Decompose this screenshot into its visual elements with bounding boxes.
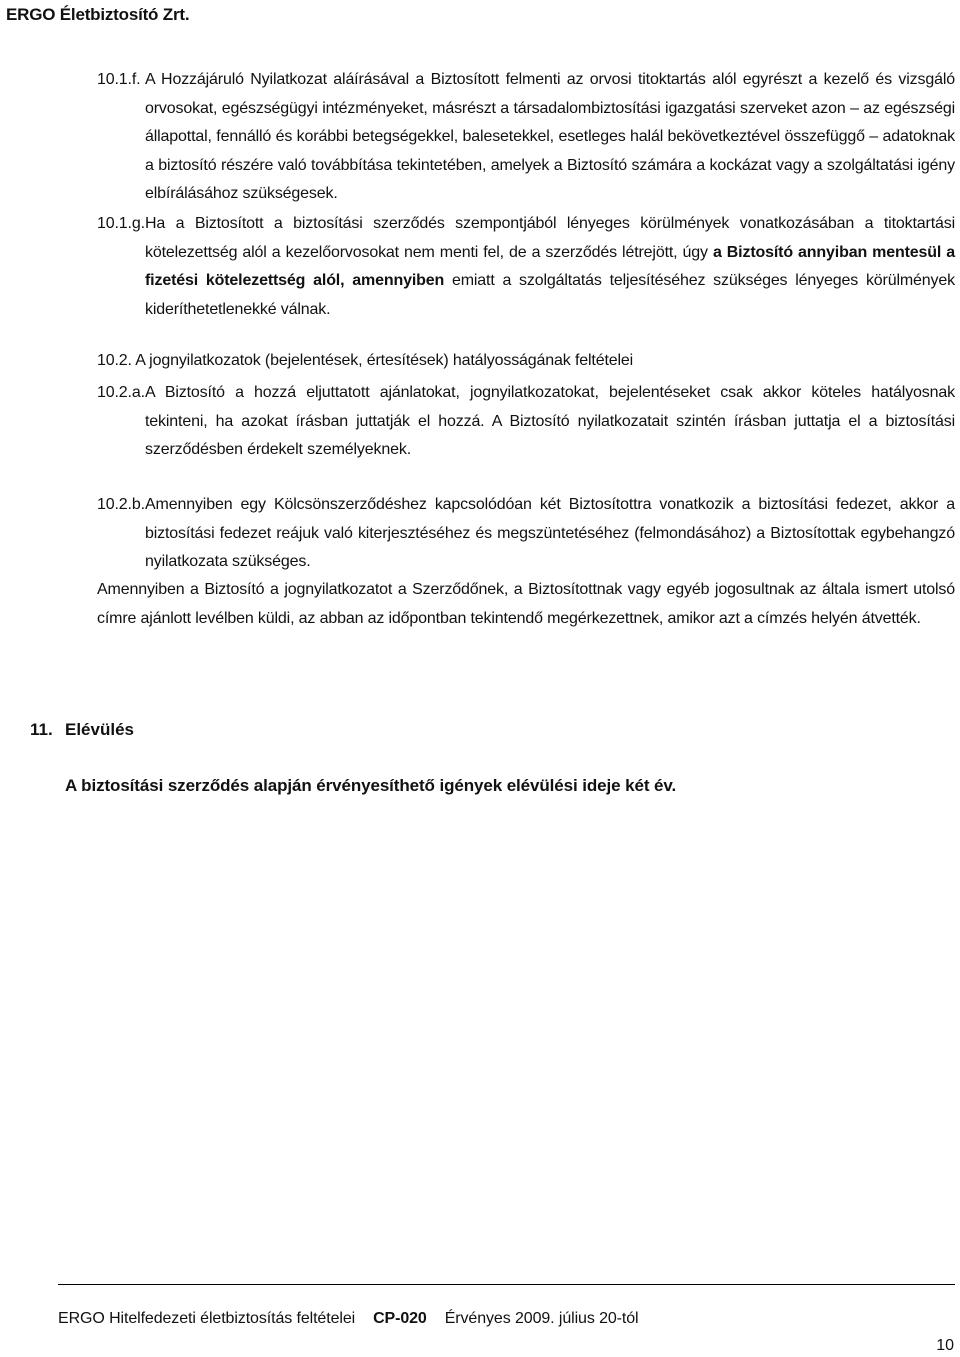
clause-10-1-g: [97, 210, 955, 324]
section-10-2-title: 10.2. A jognyilatkozatok (bejelentések, értesítések) hatályosságának feltételei: [97, 352, 634, 369]
footer: [58, 1310, 639, 1328]
clause-text: Ha a Biztosított a biztosítási szerződés szempontjából lényeges körülmények vonatkozásában a titoktartási kötelezettség alól a kezelőorvosokat nem menti fel, de a szerződés létrejött, úgy: [145, 215, 955, 261]
footer-code: CP-020: [373, 1310, 427, 1327]
clause-text-end: emiatt a szolgáltatás teljesítéséhez szükséges lényeges körülmények kideríthetetlenekké válnak.: [145, 272, 955, 318]
section-11-statement: A biztosítási szerződés alapján érvényesíthető igények elévülési ideje két év.: [65, 776, 677, 795]
footer-divider: [58, 1284, 955, 1285]
clause-label: 10.2.b.: [97, 496, 145, 513]
clause-10-1-f: [97, 66, 955, 209]
clause-10-2-b: [97, 491, 955, 577]
clause-label: 10.2.a.: [97, 384, 145, 401]
clause-label: 10.1.f.: [97, 71, 141, 88]
clause-text: A Hozzájáruló Nyilatkozat aláírásával a Biztosított felmenti az orvosi titoktartás alól egyrészt a kezelő és vizsgáló orvosokat, egészségügyi intézményeket, másrészt a társadalombiztosítási igazgatási szerveket azon – az egészségi állapottal, fennálló és korábbi betegségekkel, balesetekkel, esetleges halál bekövetkeztével összefüggő – adatoknak a biztosító részére való továbbítása tekintetében, amelyek a Biztosító számára a kockázat vagy a szolgáltatási igény elbírálásához szükségesek.: [145, 71, 955, 202]
footer-title: ERGO Hitelfedezeti életbiztosítás feltételei: [58, 1310, 356, 1327]
document-header: ERGO Életbiztosító Zrt.: [6, 5, 190, 24]
section-11-heading: [30, 720, 134, 740]
section-number: 11.: [30, 720, 53, 739]
footer-validity: Érvényes 2009. július 20-tól: [444, 1310, 639, 1327]
clause-label: 10.1.g.: [97, 215, 145, 232]
clause-text: A Biztosító a hozzá eljuttatott ajánlatokat, jognyilatkozatokat, bejelentéseket csak akkor köteles hatályosnak tekinteni, ha azokat írásban juttatják el hozzá. A Biztosító nyilatkozatait szintén írásban juttatja el a biztosítási szerződésben érdekelt személyeknek.: [145, 384, 955, 458]
closing-paragraph: Amennyiben a Biztosító a jognyilatkozatot a Szerződőnek, a Biztosítottnak vagy egyéb jogosultnak az általa ismert utolsó címre ajánlott levélben küldi, az abban az időpontban tekintendő megérkezettnek, amikor azt a címzés helyén átvették.: [97, 581, 955, 627]
section-title: Elévülés: [65, 720, 134, 739]
clause-bold-text: a Biztosító annyiban mentesül a fizetési kötelezettség alól, amennyiben: [145, 243, 955, 289]
clause-10-2-a: [97, 379, 955, 465]
clause-text: Amennyiben egy Kölcsönszerződéshez kapcsolódóan két Biztosítottra vonatkozik a biztosítási fedezet, akkor a biztosítási fedezet reájuk való kiterjesztéséhez és megszüntetéséhez (felmondásához) a Biztosítottak egybehangzó nyilatkozata szükséges.: [145, 496, 955, 570]
page-number: 10: [936, 1337, 954, 1354]
